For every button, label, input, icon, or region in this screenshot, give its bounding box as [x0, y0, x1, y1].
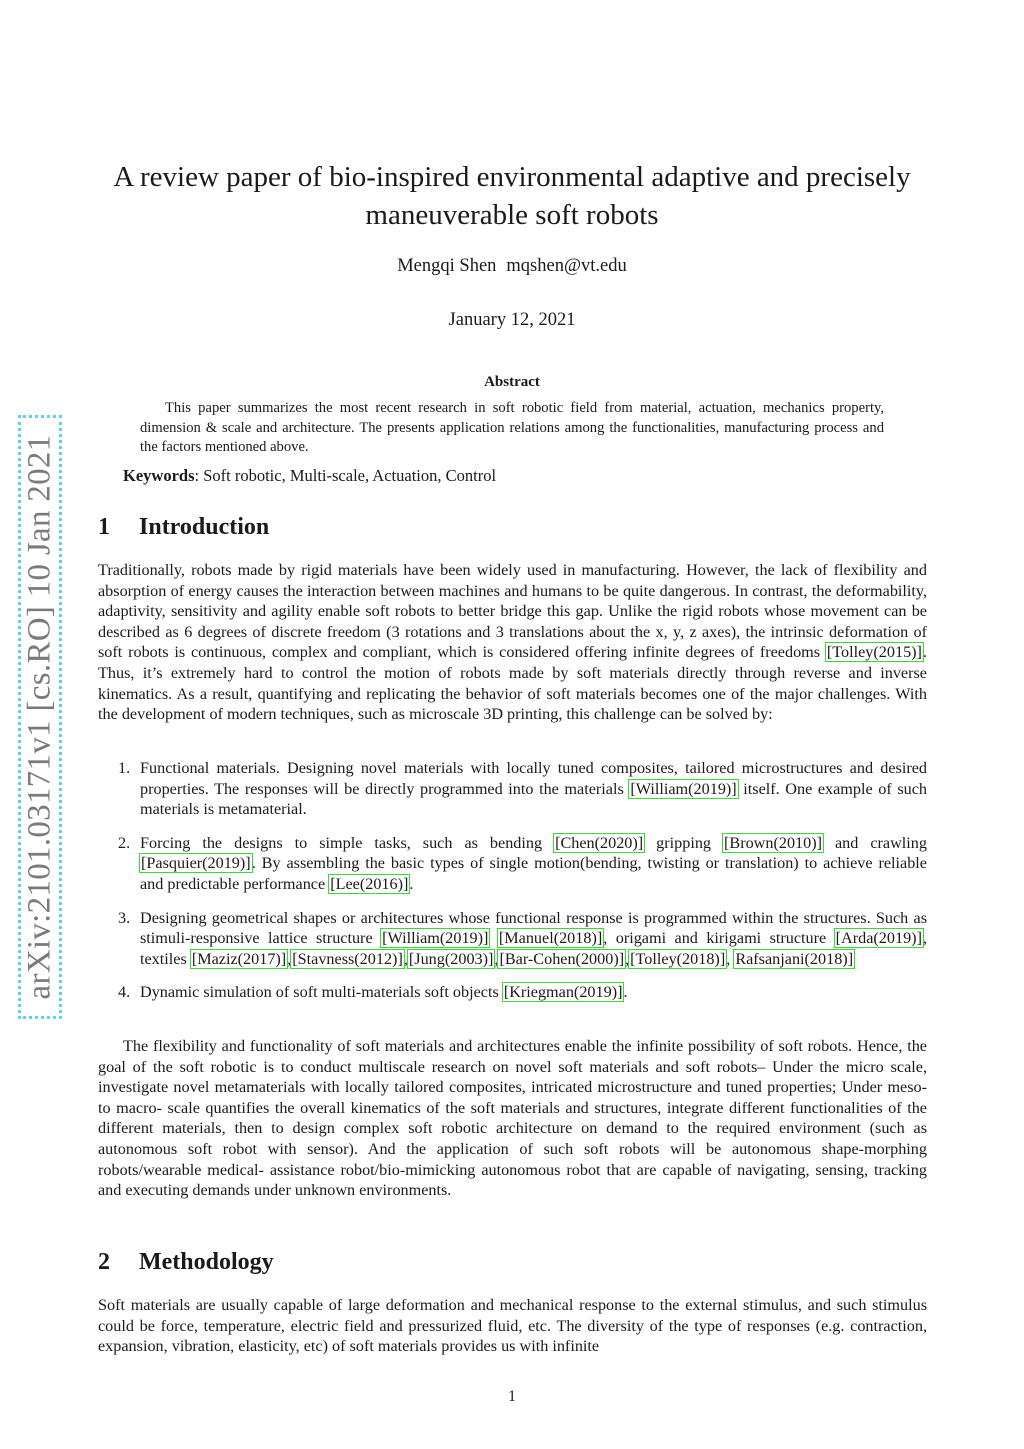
paper-date: January 12, 2021 — [448, 310, 576, 330]
list-separator: , — [403, 949, 408, 968]
list-item — [98, 982, 927, 1003]
list-text: itself. One example of such materials is metamaterial. — [140, 779, 928, 819]
section-title: Introduction — [139, 514, 270, 540]
citation-link[interactable]: [Pasquier(2019)] — [141, 854, 251, 873]
title-line-1: A review paper of bio-inspired environmental adaptive and precisely — [113, 161, 911, 193]
list-text: . — [623, 983, 628, 1002]
section-number: 1 — [98, 514, 110, 540]
citation-link[interactable]: [William(2019)] — [382, 929, 489, 948]
keywords-line — [123, 466, 496, 486]
list-text: Functional materials. Designing novel materials with locally tuned composites, tailored microstructures and desired properties. The responses will be directly programmed into the materials — [140, 759, 927, 798]
paper-title — [98, 158, 926, 234]
arxiv-identifier-text: arXiv:2101.03171v1 [cs.RO] 10 Jan 2021 — [21, 434, 58, 1000]
list-text: Forcing the designs to simple tasks, such as bending — [140, 833, 555, 852]
citation-link[interactable]: [Maziz(2017)] — [191, 949, 287, 968]
citation-link[interactable]: [Jung(2003)] — [408, 949, 494, 968]
list-text: , textiles — [140, 929, 928, 968]
section-heading-methodology — [98, 1249, 274, 1276]
abstract-heading: Abstract — [484, 374, 540, 390]
list-text: . — [409, 874, 414, 893]
section-heading-introduction — [98, 514, 269, 541]
list-text: gripping — [644, 833, 723, 852]
citation-link[interactable]: [Lee(2016)] — [330, 874, 409, 893]
list-number: 1. — [118, 759, 131, 777]
page-number: 1 — [508, 1388, 516, 1405]
list-separator: , — [494, 949, 499, 968]
section-number: 2 — [98, 1249, 110, 1275]
citation-link[interactable]: [Stavness(2012)] — [292, 949, 403, 968]
list-separator: , — [625, 949, 630, 968]
list-item — [98, 758, 927, 820]
list-text: and crawling — [823, 833, 927, 852]
section-title: Methodology — [139, 1249, 274, 1275]
citation-link[interactable]: Rafsanjani(2018)] — [735, 949, 854, 968]
intro-paragraph-2: The flexibility and functionality of soft materials and architectures enable the infinite possibility of soft robots. Hence, the goal of the soft robotic is to conduct multiscale research on novel soft materials and soft robots– Under the micro scale, investigate novel metamaterials with locally tailored composites, intricated microstructure and tuned properties; Under meso- to macro- scale quantifies the overall kinematics of the soft materials and structures, integrate different functionalities of the different materials, then to design complex soft robotic architecture on demand to the required environment (such as autonomous soft robot with sensor). And the application of such soft robots will be autonomous shape-morphing robots/wearable medical- assistance robot/bio-mimicking autonomous robot that are capable of navigating, sensing, tracking and executing demands under unknown environments. — [98, 1037, 927, 1200]
list-text: , origami and kirigami structure — [603, 929, 835, 948]
citation-link[interactable]: [Tolley(2015)] — [826, 643, 922, 662]
list-number: 2. — [118, 833, 131, 852]
keywords-text: : Soft robotic, Multi-scale, Actuation, Control — [194, 466, 497, 485]
list-number: 3. — [118, 908, 131, 927]
paragraph-text: . Thus, it’s extremely hard to control the motion of robots made by soft materials directly through reverse and inverse kinematics. As a result, quantifying and replicating the behavior of soft materials becomes one of the major challenges. With the development of modern techniques, such as microscale 3D printing, this challenge can be solved by: — [98, 643, 927, 724]
list-text: Designing geometrical shapes or architectures whose functional response is programmed within the structures. Such as stimuli-responsive lattice structure — [140, 908, 927, 948]
approach-list — [98, 758, 927, 1016]
keywords-label: Keywords — [123, 466, 195, 485]
citation-link[interactable]: [Bar-Cohen(2000)] — [499, 949, 625, 968]
list-item — [98, 833, 927, 895]
arxiv-identifier-stamp[interactable] — [18, 415, 62, 1019]
list-separator: , — [287, 949, 292, 968]
author-email[interactable]: mqshen@vt.edu — [506, 256, 627, 276]
author-line — [98, 256, 926, 277]
list-item — [98, 908, 927, 970]
citation-link[interactable]: [Arda(2019)] — [835, 929, 922, 948]
citation-link[interactable]: [Kriegman(2019)] — [503, 983, 623, 1002]
intro-paragraph-1 — [98, 560, 927, 725]
citation-link[interactable]: [Manuel(2018)] — [498, 929, 603, 948]
list-text: . By assembling the basic types of single motion(bending, twisting or translation) to achieve reliable and predictable performance — [140, 854, 927, 893]
list-number: 4. — [118, 983, 131, 1002]
citation-link[interactable]: [Chen(2020)] — [555, 833, 644, 852]
abstract-text: This paper summarizes the most recent research in soft robotic field from material, actuation, mechanics property, dimension & scale and architecture. The presents application relations among the functionalities, manufacturing process and the factors mentioned above. — [140, 400, 884, 455]
title-line-2: maneuverable soft robots — [365, 199, 659, 231]
citation-link[interactable]: [Tolley(2018)] — [630, 949, 726, 968]
paragraph-text: Traditionally, robots made by rigid materials have been widely used in manufacturing. However, the lack of flexibility and absorption of energy causes the interaction between machines and humans to be quite dangerous. In contrast, the deformability, adaptivity, sensitivity and agility enable soft robots to better bridge this gap. Unlike the rigid robots whose movement can be described as 6 degrees of discrete freedom (3 rotations and 3 translations about the x, y, z axes), the intrinsic deformation of soft robots is continuous, complex and compliant, which is considered offering infinite degrees of freedoms — [98, 561, 927, 662]
list-separator: , — [726, 949, 731, 968]
author-name: Mengqi Shen — [397, 256, 497, 276]
methodology-paragraph-1: Soft materials are usually capable of large deformation and mechanical response to the external stimulus, and such stimulus could be force, temperature, electric field and pressurized fluid, etc. The diversity of the type of responses (e.g. contraction, expansion, vibration, elasticity, etc) of soft materials provides us with infinite — [98, 1296, 927, 1356]
citation-link[interactable]: [Brown(2010)] — [724, 833, 823, 852]
list-text: Dynamic simulation of soft multi-materials soft objects — [140, 983, 503, 1002]
citation-link[interactable]: [William(2019)] — [630, 779, 737, 798]
